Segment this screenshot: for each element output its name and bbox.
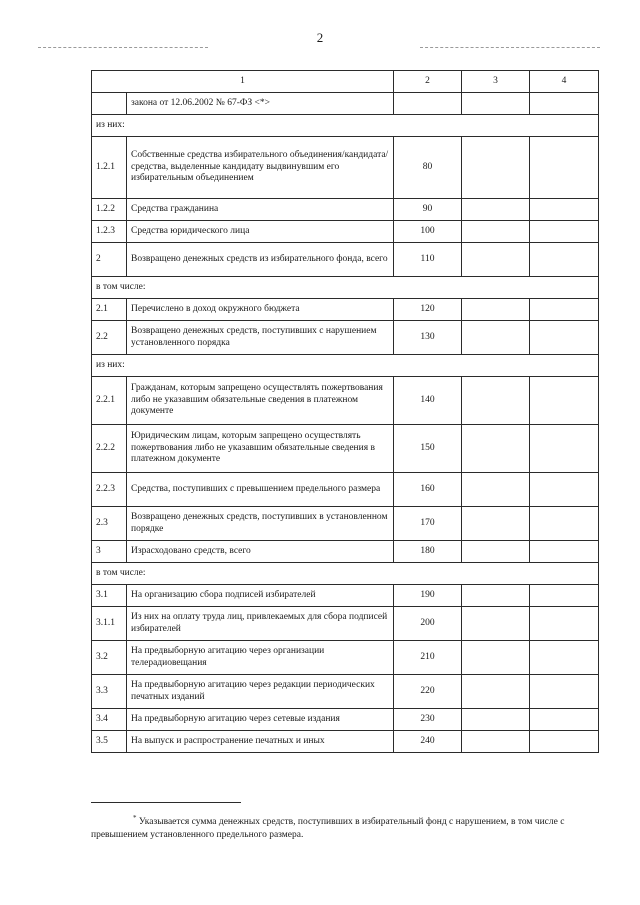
row-value-col4 [530, 321, 599, 355]
row-value-col4 [530, 641, 599, 675]
row-code: 1.2.2 [92, 199, 127, 221]
row-line-number: 150 [394, 425, 462, 473]
row-line-number: 210 [394, 641, 462, 675]
table-row [92, 541, 599, 563]
row-code: 1.2.3 [92, 221, 127, 243]
row-name: На выпуск и распространение печатных и иных [127, 731, 394, 753]
row-line-number: 170 [394, 507, 462, 541]
row-value-col3 [462, 585, 530, 607]
table-row [92, 243, 599, 277]
row-code: 2.2.3 [92, 473, 127, 507]
row-value-col3 [462, 425, 530, 473]
column-header-3: 3 [462, 71, 530, 93]
row-value-col4 [530, 709, 599, 731]
row-line-number: 140 [394, 377, 462, 425]
table-row [92, 377, 599, 425]
row-code: 2.1 [92, 299, 127, 321]
table-row [92, 221, 599, 243]
row-name: Юридическим лицам, которым запрещено осуществлять пожертвования либо не указавшим обязательные сведения в платежном документе [127, 425, 394, 473]
table-row [92, 507, 599, 541]
row-name: закона от 12.06.2002 № 67-ФЗ <*> [127, 93, 394, 115]
subheading-label: в том числе: [92, 563, 599, 585]
table-row [92, 641, 599, 675]
row-value-col4 [530, 299, 599, 321]
row-line-number: 100 [394, 221, 462, 243]
row-value-col3 [462, 607, 530, 641]
row-value-col4 [530, 93, 599, 115]
row-name: Израсходовано средств, всего [127, 541, 394, 563]
row-name: Гражданам, которым запрещено осуществлять пожертвования либо не указавшим обязательные сведения в платежном документе [127, 377, 394, 425]
row-code: 3.1 [92, 585, 127, 607]
row-line-number: 230 [394, 709, 462, 731]
row-value-col3 [462, 709, 530, 731]
table-row [92, 199, 599, 221]
row-name: На организацию сбора подписей избирателей [127, 585, 394, 607]
subheading-row [92, 355, 599, 377]
row-name: На предвыборную агитацию через сетевые издания [127, 709, 394, 731]
row-name: Перечислено в доход окружного бюджета [127, 299, 394, 321]
row-line-number: 80 [394, 137, 462, 199]
row-line-number: 130 [394, 321, 462, 355]
row-value-col3 [462, 243, 530, 277]
subheading-row [92, 563, 599, 585]
row-value-col4 [530, 377, 599, 425]
row-line-number: 90 [394, 199, 462, 221]
table-row [92, 473, 599, 507]
row-value-col3 [462, 199, 530, 221]
row-code: 3 [92, 541, 127, 563]
row-code [92, 93, 127, 115]
row-name: На предвыборную агитацию через организации телерадиовещания [127, 641, 394, 675]
row-code: 2.3 [92, 507, 127, 541]
subheading-label: из них: [92, 355, 599, 377]
row-code: 1.2.1 [92, 137, 127, 199]
row-name: Возвращено денежных средств, поступивших в установленном порядке [127, 507, 394, 541]
subheading-label: в том числе: [92, 277, 599, 299]
row-code: 3.1.1 [92, 607, 127, 641]
row-code: 3.5 [92, 731, 127, 753]
footnote-rule [91, 802, 241, 803]
row-name: Собственные средства избирательного объединения/кандидата/средства, выделенные кандидату выдвинувшим его избирательным объединением [127, 137, 394, 199]
table-row [92, 585, 599, 607]
row-value-col3 [462, 93, 530, 115]
row-value-col3 [462, 299, 530, 321]
table-row [92, 709, 599, 731]
row-value-col3 [462, 731, 530, 753]
row-code: 2.2.1 [92, 377, 127, 425]
row-value-col4 [530, 473, 599, 507]
row-line-number: 110 [394, 243, 462, 277]
row-value-col4 [530, 675, 599, 709]
row-code: 3.4 [92, 709, 127, 731]
row-value-col4 [530, 607, 599, 641]
subheading-label: из них: [92, 115, 599, 137]
row-value-col4 [530, 425, 599, 473]
row-name: Из них на оплату труда лиц, привлекаемых для сбора подписей избирателей [127, 607, 394, 641]
row-name: На предвыборную агитацию через редакции периодических печатных изданий [127, 675, 394, 709]
footnote-marker: * [133, 814, 137, 822]
row-value-col3 [462, 641, 530, 675]
row-code: 2.2.2 [92, 425, 127, 473]
header-rule-right [420, 47, 600, 48]
subheading-row [92, 277, 599, 299]
row-code: 2.2 [92, 321, 127, 355]
row-name: Возвращено денежных средств из избирательного фонда, всего [127, 243, 394, 277]
row-value-col3 [462, 321, 530, 355]
row-value-col3 [462, 473, 530, 507]
row-value-col4 [530, 507, 599, 541]
row-value-col4 [530, 243, 599, 277]
row-value-col3 [462, 541, 530, 563]
table-row [92, 675, 599, 709]
row-name: Возвращено денежных средств, поступивших с нарушением установленного порядка [127, 321, 394, 355]
row-line-number: 200 [394, 607, 462, 641]
row-value-col4 [530, 199, 599, 221]
table-row [92, 137, 599, 199]
footnote [91, 812, 601, 842]
table-row [92, 321, 599, 355]
row-value-col3 [462, 507, 530, 541]
column-header-1: 1 [92, 71, 394, 93]
row-line-number: 180 [394, 541, 462, 563]
row-value-col4 [530, 585, 599, 607]
row-line-number: 220 [394, 675, 462, 709]
table-row [92, 93, 599, 115]
table-header-row [92, 71, 599, 93]
table-row [92, 299, 599, 321]
row-value-col4 [530, 541, 599, 563]
row-value-col3 [462, 137, 530, 199]
row-value-col3 [462, 221, 530, 243]
row-line-number: 240 [394, 731, 462, 753]
row-code: 2 [92, 243, 127, 277]
row-code: 3.3 [92, 675, 127, 709]
row-value-col4 [530, 221, 599, 243]
column-header-2: 2 [394, 71, 462, 93]
row-value-col4 [530, 137, 599, 199]
table-row [92, 607, 599, 641]
subheading-row [92, 115, 599, 137]
row-value-col3 [462, 675, 530, 709]
row-line-number: 190 [394, 585, 462, 607]
row-line-number: 160 [394, 473, 462, 507]
page-number: 2 [316, 30, 324, 45]
row-name: Средства юридического лица [127, 221, 394, 243]
row-line-number: 120 [394, 299, 462, 321]
column-header-4: 4 [530, 71, 599, 93]
row-name: Средства гражданина [127, 199, 394, 221]
table-row [92, 731, 599, 753]
row-line-number [394, 93, 462, 115]
header-rule-left [38, 47, 208, 48]
row-value-col3 [462, 377, 530, 425]
row-value-col4 [530, 731, 599, 753]
row-name: Средства, поступивших с превышением предельного размера [127, 473, 394, 507]
row-code: 3.2 [92, 641, 127, 675]
footnote-text: Указывается сумма денежных средств, поступивших в избирательный фонд с нарушением, в том числе с превышением установленного предельного размера. [91, 817, 565, 841]
report-table [91, 70, 599, 753]
table-row [92, 425, 599, 473]
